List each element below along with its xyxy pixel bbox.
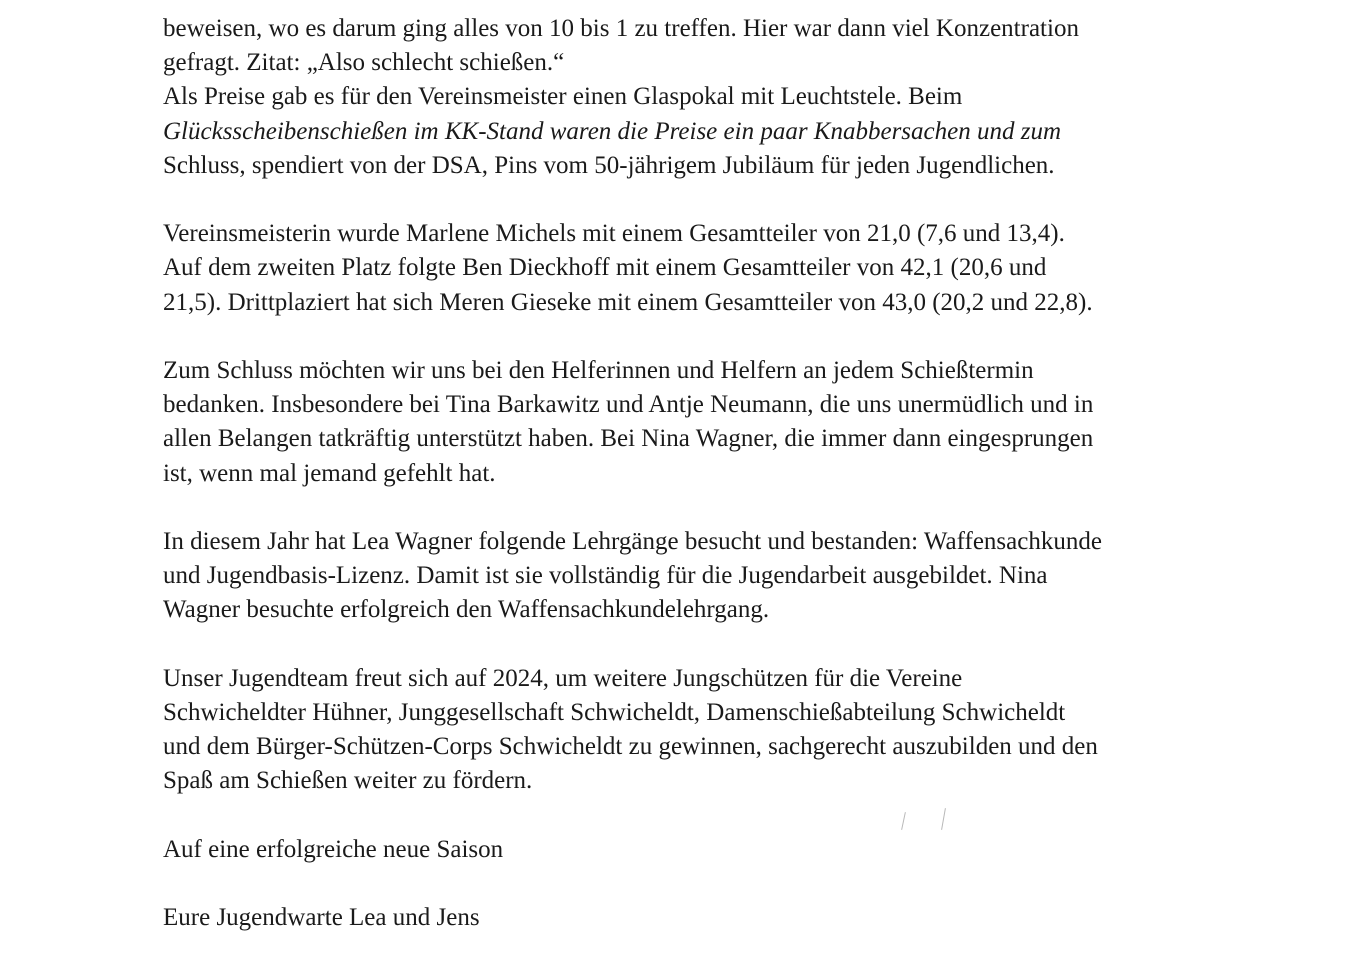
text-line: Vereinsmeisterin wurde Marlene Michels mit einem Gesamtteiler von 21,0 (7,6 und 13,4). (163, 220, 1065, 248)
text-line: und dem Bürger-Schützen-Corps Schwicheldt zu gewinnen, sachgerecht auszubilden und den (163, 733, 1098, 761)
text-line: Schwicheldter Hühner, Junggesellschaft Schwicheldt, Damenschießabteilung Schwicheldt (163, 699, 1066, 726)
paragraph-closing (163, 833, 1223, 867)
paragraph-thanks (163, 354, 1223, 491)
text-line: Auf eine erfolgreiche neue Saison (163, 835, 504, 863)
signature-line (163, 901, 1223, 935)
text-line: Eure Jugendwarte Lea und Jens (163, 904, 480, 932)
text-line: Unser Jugendteam freut sich auf 2024, um weitere Jungschützen für die Vereine (163, 664, 963, 692)
text-line: Schluss, spendiert von der DSA, Pins vom 50-jährigem Jubiläum für jeden Jugendlichen. (163, 151, 1055, 179)
text-line: In diesem Jahr hat Lea Wagner folgende Lehrgänge besucht und bestanden: Waffensachkunde (163, 528, 1102, 555)
paragraph-courses (163, 525, 1223, 628)
document-page (163, 12, 1223, 970)
text-line: gefragt. Zitat: „Also schlecht schießen.“ (163, 49, 565, 77)
text-line: Glücksscheibenschießen im KK-Stand waren die Preise ein paar Knabbersachen und zum (163, 117, 1061, 145)
text-line: Wagner besuchte erfolgreich den Waffensachkundelehrgang. (163, 596, 770, 624)
text-line: allen Belangen tatkräftig unterstützt haben. Bei Nina Wagner, die immer dann eingesprungen (163, 425, 1094, 453)
paragraph-champions (163, 217, 1223, 320)
text-line: beweisen, wo es darum ging alles von 10 bis 1 zu treffen. Hier war dann viel Konzentration (163, 15, 1079, 42)
text-line: 21,5). Drittplaziert hat sich Meren Gieseke mit einem Gesamtteiler von 43,0 (20,2 und 22,8). (163, 288, 1093, 316)
text-line: Als Preise gab es für den Vereinsmeister einen Glaspokal mit Leuchtstele. Beim (163, 83, 963, 111)
text-line: Zum Schluss möchten wir uns bei den Helferinnen und Helfern an jedem Schießtermin (163, 357, 1034, 384)
text-line: Auf dem zweiten Platz folgte Ben Dieckhoff mit einem Gesamtteiler von 42,1 (20,6 und (163, 254, 1047, 282)
paragraph-prizes (163, 12, 1223, 183)
text-line: und Jugendbasis-Lizenz. Damit ist sie vollständig für die Jugendarbeit ausgebildet. Nina (163, 562, 1048, 590)
text-line: bedanken. Insbesondere bei Tina Barkawitz und Antje Neumann, die uns unermüdlich und in (163, 391, 1094, 419)
text-line: ist, wenn mal jemand gefehlt hat. (163, 459, 496, 487)
paragraph-outlook (163, 662, 1223, 799)
text-line: Spaß am Schießen weiter zu fördern. (163, 767, 533, 795)
